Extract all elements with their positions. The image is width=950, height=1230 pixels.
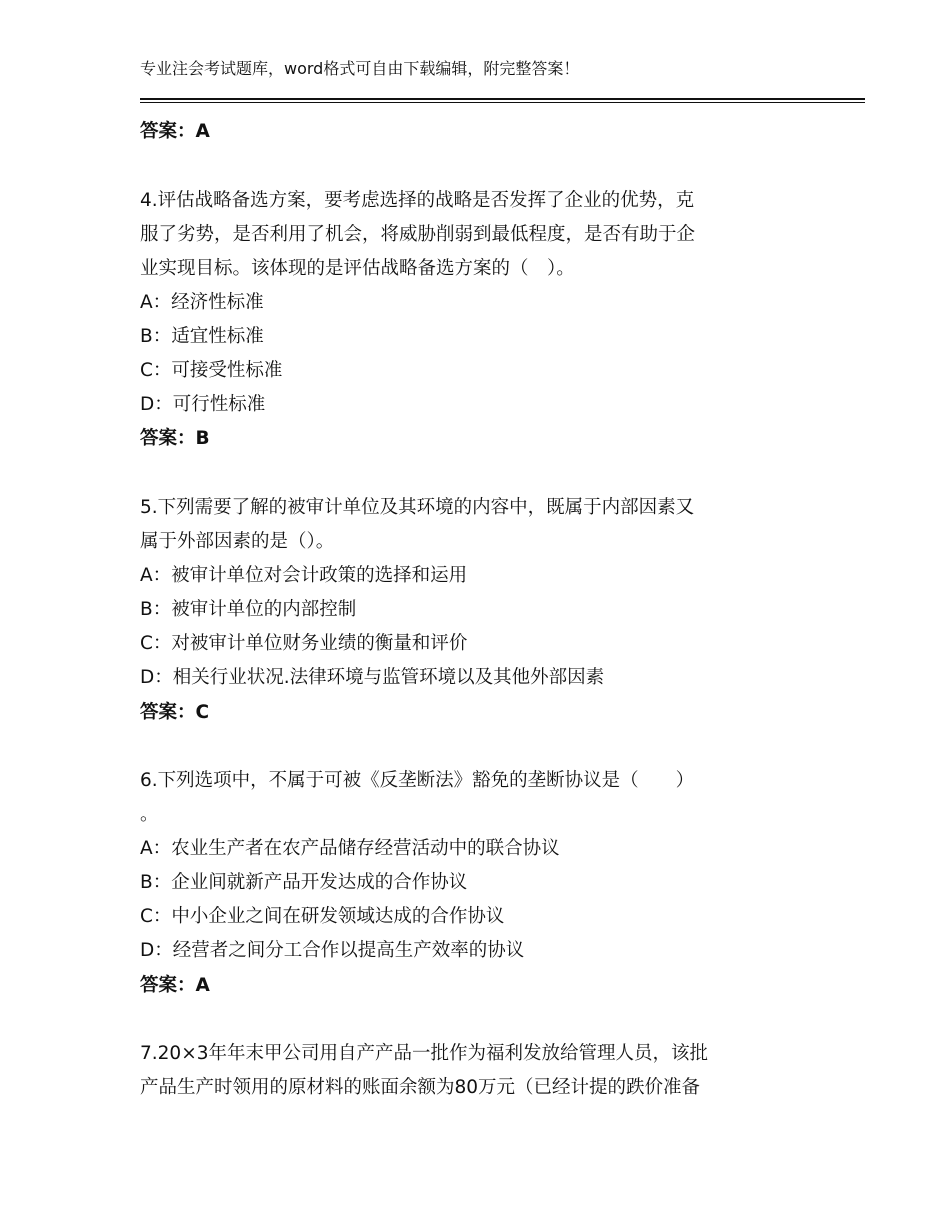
answer-q6: 答案：A [140,975,210,996]
q5-stem-line-1: 5.下列需要了解的被审计单位及其环境的内容中，既属于内部因素又 [140,497,695,518]
q4-stem-line-1: 4.评估战略备选方案，要考虑选择的战略是否发挥了企业的优势，克 [140,190,695,211]
page-header: 专业注会考试题库，word格式可自由下载编辑，附完整答案！ [140,59,580,78]
q4-stem-line-3: 业实现目标。该体现的是评估战略备选方案的（ ）。 [140,258,575,279]
q5-option-a: A：被审计单位对会计政策的选择和运用 [140,565,468,586]
answer-q5: 答案：C [140,702,210,723]
q5-option-c: C：对被审计单位财务业绩的衡量和评价 [140,633,468,654]
header-rule-thick [140,98,865,100]
q5-option-b: B：被审计单位的内部控制 [140,599,357,620]
q4-option-c: C：可接受性标准 [140,360,283,381]
answer-q4: 答案：B [140,428,210,449]
q5-stem-line-2: 属于外部因素的是（）。 [140,531,335,552]
q6-option-d: D：经营者之间分工合作以提高生产效率的协议 [140,940,525,961]
header-rule-thin [140,102,865,103]
q6-option-a: A：农业生产者在农产品储存经营活动中的联合协议 [140,838,560,859]
q4-option-a: A：经济性标准 [140,292,264,313]
q7-stem-line-1: 7.20×3年年末甲公司用自产产品一批作为福利发放给管理人员，该批 [140,1043,708,1064]
q5-option-d: D：相关行业状况.法律环境与监管环境以及其他外部因素 [140,667,605,688]
q6-option-b: B：企业间就新产品开发达成的合作协议 [140,872,468,893]
q4-stem-line-2: 服了劣势，是否利用了机会，将威胁削弱到最低程度，是否有助于企 [140,224,696,245]
q4-option-d: D：可行性标准 [140,394,266,415]
answer-q3: 答案：A [140,121,210,142]
q6-stem-line-2: 。 [140,804,159,825]
q6-option-c: C：中小企业之间在研发领域达成的合作协议 [140,906,505,927]
q6-stem-line-1: 6.下列选项中，不属于可被《反垄断法》豁免的垄断协议是（ ） [140,770,695,791]
q7-stem-line-2: 产品生产时领用的原材料的账面余额为80万元（已经计提的跌价准备 [140,1077,701,1098]
q4-option-b: B：适宜性标准 [140,326,264,347]
